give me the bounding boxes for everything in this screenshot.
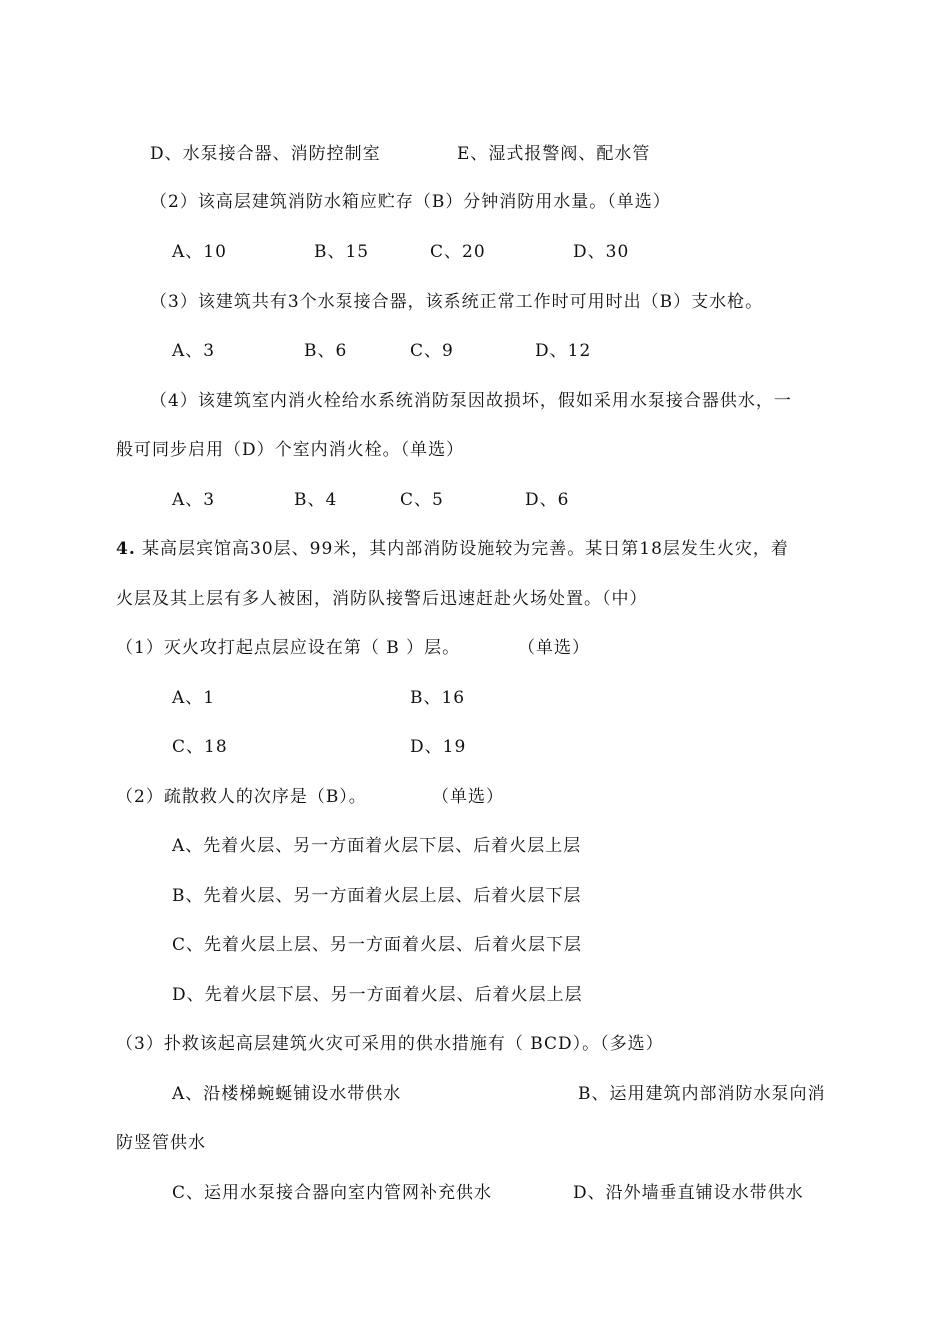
q3-4-option-a: A、3 (172, 490, 216, 510)
q4-2-option-b: B、先着火层、另一方面着火层上层、后着火层下层 (172, 886, 582, 906)
q4-number: 4. (116, 539, 136, 559)
q4-3-option-b-line-2: 防竖管供水 (116, 1133, 206, 1153)
q4-2-option-d: D、先着火层下层、另一方面着火层、后着火层上层 (172, 985, 583, 1005)
q3-4-option-d: D、6 (525, 490, 570, 510)
q3-1-option-e: E、湿式报警阀、配水管 (457, 144, 651, 164)
q4-3-option-b-line-1: B、运用建筑内部消防水泵向消 (578, 1084, 826, 1104)
q3-3-option-d: D、12 (535, 341, 592, 361)
q4-3-stem: （3）扑救该起高层建筑火灾可采用的供水措施有（ BCD）。（多选） (116, 1034, 664, 1054)
q3-2-option-d: D、30 (573, 242, 630, 262)
q4-1-option-d: D、19 (410, 737, 467, 757)
q4-2-option-c: C、先着火层上层、另一方面着火层、后着火层下层 (172, 935, 583, 955)
q3-2-option-c: C、20 (430, 242, 486, 262)
q4-3-option-d: D、沿外墙垂直铺设水带供水 (573, 1183, 804, 1203)
q3-4-stem-line-2: 般可同步启用（D）个室内消火栓。（单选） (116, 440, 465, 460)
q3-4-stem-line-1: （4）该建筑室内消火栓给水系统消防泵因故损坏，假如采用水泵接合器供水，一 (150, 391, 792, 411)
q4-stem-line-2: 火层及其上层有多人被困，消防队接警后迅速赶赴火场处置。（中） (116, 589, 648, 609)
q3-2-option-a: A、10 (172, 242, 227, 262)
q3-3-option-b: B、6 (304, 341, 348, 361)
q4-2-option-a: A、先着火层、另一方面着火层下层、后着火层上层 (172, 836, 582, 856)
q3-2-option-b: B、15 (314, 242, 370, 262)
q4-2-type: （单选） (432, 787, 504, 807)
q4-1-option-b: B、16 (410, 688, 466, 708)
q4-3-option-c: C、运用水泵接合器向室内管网补充供水 (172, 1183, 493, 1203)
q4-3-option-a: A、沿楼梯蜿蜒铺设水带供水 (172, 1084, 402, 1104)
q3-3-stem: （3）该建筑共有3个水泵接合器，该系统正常工作时可用时出（B）支水枪。 (150, 292, 764, 312)
q4-1-option-c: C、18 (172, 737, 228, 757)
q4-1-type: （单选） (518, 638, 590, 658)
q3-3-option-a: A、3 (172, 341, 216, 361)
q4-2-stem: （2）疏散救人的次序是（B）。 (116, 787, 367, 807)
q3-3-option-c: C、9 (410, 341, 454, 361)
q3-2-stem: （2）该高层建筑消防水箱应贮存（B）分钟消防用水量。（单选） (150, 192, 671, 212)
q3-4-option-b: B、4 (294, 490, 338, 510)
q4-stem-line-1: 某高层宾馆高30层、99米，其内部消防设施较为完善。某日第18层发生火灾，着 (142, 539, 789, 559)
q3-1-option-d: D、水泵接合器、消防控制室 (150, 144, 381, 164)
q4-1-option-a: A、1 (172, 688, 216, 708)
q4-1-stem: （1）灭火攻打起点层应设在第（ B ）层。 (116, 638, 461, 658)
q3-4-option-c: C、5 (400, 490, 444, 510)
